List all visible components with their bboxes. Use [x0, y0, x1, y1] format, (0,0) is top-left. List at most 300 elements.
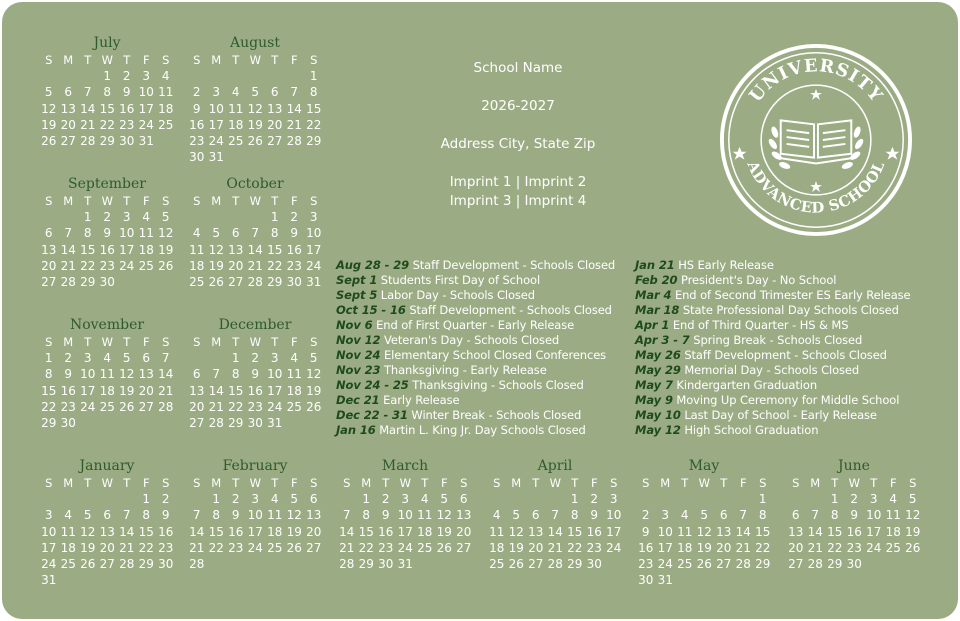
- day-cell: 17: [606, 524, 622, 539]
- weekday-label: T: [232, 53, 240, 67]
- event-text: Labor Day - Schools Closed: [380, 288, 535, 302]
- day-cell: 18: [489, 540, 505, 555]
- day-cell: 5: [440, 492, 449, 507]
- month-title: June: [838, 458, 870, 474]
- weekday-label: T: [421, 476, 429, 490]
- event-date: Oct 15 - 16: [336, 303, 406, 317]
- event-text: Early Release: [383, 393, 460, 407]
- day-cell: 24: [397, 540, 413, 555]
- day-cell: 30: [247, 415, 263, 430]
- open-book-icon: [777, 120, 855, 163]
- event-text: High School Graduation: [684, 423, 819, 437]
- empty-day-cell: [187, 491, 207, 507]
- weekday-label: S: [162, 476, 170, 490]
- weekday-label: F: [142, 194, 150, 208]
- weekday-label: F: [142, 335, 150, 349]
- weekday-label: F: [290, 53, 298, 67]
- empty-day-cell: [546, 491, 566, 507]
- day-cell: 8: [212, 508, 221, 523]
- day-cell: 9: [122, 85, 131, 100]
- month-title: February: [222, 458, 288, 474]
- empty-day-cell: [226, 68, 246, 84]
- day-cell: 24: [267, 399, 283, 414]
- day-cell: 19: [286, 524, 302, 539]
- day-cell: 1: [103, 69, 112, 84]
- day-cell: 21: [189, 540, 205, 555]
- day-cell: 22: [41, 399, 57, 414]
- day-cell: 11: [417, 508, 433, 523]
- weekday-label: F: [889, 476, 897, 490]
- day-cell: 3: [122, 210, 131, 225]
- day-cell: 28: [80, 133, 96, 148]
- day-cell: 11: [885, 508, 901, 523]
- day-cell: 2: [231, 492, 240, 507]
- day-cell: 18: [228, 117, 244, 132]
- day-cell: 25: [677, 556, 693, 571]
- event-date: Sept 1: [336, 273, 378, 287]
- day-cell: 28: [807, 556, 823, 571]
- day-cell: 27: [99, 556, 115, 571]
- day-cell: 8: [758, 508, 767, 523]
- day-cell: 24: [306, 258, 322, 273]
- month-title: April: [537, 458, 573, 474]
- event-date: Jan 16: [336, 423, 376, 437]
- day-cell: 20: [138, 383, 154, 398]
- day-cell: 30: [119, 133, 135, 148]
- day-cell: 8: [362, 508, 371, 523]
- month-day-grid: [337, 475, 473, 572]
- day-cell: 18: [417, 524, 433, 539]
- day-cell: 31: [397, 556, 413, 571]
- day-cell: 17: [657, 540, 673, 555]
- day-cell: 28: [119, 556, 135, 571]
- day-cell: 14: [119, 524, 135, 539]
- day-cell: 25: [417, 540, 433, 555]
- day-cell: 3: [609, 492, 618, 507]
- day-cell: 9: [64, 367, 73, 382]
- day-cell: 16: [638, 540, 654, 555]
- empty-day-cell: [226, 209, 246, 225]
- school-address: Address City, State Zip: [440, 136, 596, 152]
- weekday-label: F: [290, 476, 298, 490]
- weekday-label: W: [399, 476, 411, 490]
- day-cell: 13: [306, 508, 322, 523]
- day-cell: 4: [290, 351, 299, 366]
- day-cell: 23: [119, 117, 135, 132]
- day-cell: 16: [247, 383, 263, 398]
- day-cell: 17: [41, 540, 57, 555]
- day-cell: 3: [869, 492, 878, 507]
- month-day-grid: [39, 52, 175, 149]
- day-cell: 29: [358, 556, 374, 571]
- weekday-label: T: [831, 476, 839, 490]
- month-title: March: [381, 458, 429, 474]
- day-cell: 28: [189, 556, 205, 571]
- weekday-label: S: [759, 476, 767, 490]
- day-cell: 27: [189, 415, 205, 430]
- day-cell: 18: [60, 540, 76, 555]
- day-cell: 1: [142, 492, 151, 507]
- day-cell: 30: [158, 556, 174, 571]
- day-cell: 7: [122, 508, 131, 523]
- event-date: Nov 6: [336, 318, 373, 332]
- day-cell: 17: [247, 524, 263, 539]
- day-cell: 26: [905, 540, 921, 555]
- event-item: [635, 333, 911, 348]
- day-cell: 31: [41, 573, 57, 588]
- day-cell: 11: [267, 508, 283, 523]
- weekday-label: S: [310, 476, 318, 490]
- day-cell: 9: [590, 508, 599, 523]
- day-cell: 25: [60, 556, 76, 571]
- event-item: [635, 378, 911, 393]
- day-cell: 14: [735, 524, 751, 539]
- empty-day-cell: [487, 491, 507, 507]
- event-item: [336, 348, 615, 363]
- day-cell: 12: [80, 524, 96, 539]
- day-cell: 4: [889, 492, 898, 507]
- day-cell: 7: [64, 226, 73, 241]
- empty-day-cell: [207, 209, 227, 225]
- weekday-label: S: [460, 476, 468, 490]
- day-cell: 25: [158, 117, 174, 132]
- imprint-line-1: Imprint 1 | Imprint 2: [449, 174, 587, 190]
- event-item: [635, 348, 911, 363]
- weekday-label: M: [211, 53, 222, 67]
- weekday-label: S: [193, 53, 201, 67]
- day-cell: 20: [788, 540, 804, 555]
- month-october: [187, 176, 323, 290]
- day-cell: 9: [192, 101, 201, 116]
- event-text: Memorial Day - Schools Closed: [684, 363, 860, 377]
- day-cell: 13: [267, 101, 283, 116]
- day-cell: 5: [309, 351, 318, 366]
- day-cell: 7: [192, 508, 201, 523]
- empty-day-cell: [714, 491, 734, 507]
- month-december: [187, 317, 323, 431]
- day-cell: 3: [212, 85, 221, 100]
- event-item: [336, 273, 615, 288]
- day-cell: 21: [735, 540, 751, 555]
- day-cell: 13: [716, 524, 732, 539]
- day-cell: 24: [866, 540, 882, 555]
- day-cell: 8: [103, 85, 112, 100]
- day-cell: 7: [161, 351, 170, 366]
- empty-day-cell: [786, 491, 806, 507]
- day-cell: 21: [247, 258, 263, 273]
- day-cell: 1: [44, 351, 53, 366]
- day-cell: 4: [270, 492, 279, 507]
- day-cell: 5: [122, 351, 131, 366]
- school-year: 2026-2027: [481, 98, 555, 114]
- month-day-grid: [39, 475, 175, 588]
- day-cell: 27: [456, 540, 472, 555]
- day-cell: 1: [758, 492, 767, 507]
- event-item: [336, 408, 615, 423]
- month-title: July: [93, 35, 121, 51]
- day-cell: 11: [189, 242, 205, 257]
- weekday-label: T: [870, 476, 878, 490]
- day-cell: 5: [908, 492, 917, 507]
- day-cell: 27: [41, 274, 57, 289]
- day-cell: 26: [286, 540, 302, 555]
- event-text: Staff Development - Schools Closed: [684, 348, 887, 362]
- day-cell: 13: [60, 101, 76, 116]
- event-item: [336, 318, 615, 333]
- day-cell: 13: [456, 508, 472, 523]
- day-cell: 21: [807, 540, 823, 555]
- day-cell: 25: [267, 540, 283, 555]
- weekday-label: M: [63, 335, 74, 349]
- day-cell: 30: [189, 150, 205, 165]
- day-cell: 30: [846, 556, 862, 571]
- empty-day-cell: [207, 350, 227, 366]
- day-cell: 26: [80, 556, 96, 571]
- day-cell: 25: [885, 540, 901, 555]
- day-cell: 12: [286, 508, 302, 523]
- weekday-label: T: [84, 194, 92, 208]
- day-cell: 10: [138, 85, 154, 100]
- day-cell: 1: [309, 69, 318, 84]
- day-cell: 1: [830, 492, 839, 507]
- month-title: October: [226, 176, 284, 192]
- weekday-label: M: [361, 476, 372, 490]
- event-date: Nov 23: [336, 363, 381, 377]
- day-cell: 13: [138, 367, 154, 382]
- month-september: [39, 176, 175, 290]
- day-cell: 4: [142, 210, 151, 225]
- day-cell: 20: [189, 399, 205, 414]
- day-cell: 17: [138, 101, 154, 116]
- month-title: September: [68, 176, 146, 192]
- day-cell: 18: [138, 242, 154, 257]
- day-cell: 20: [99, 540, 115, 555]
- empty-day-cell: [59, 209, 79, 225]
- weekday-label: T: [84, 53, 92, 67]
- day-cell: 15: [267, 242, 283, 257]
- day-cell: 2: [251, 351, 260, 366]
- day-cell: 24: [657, 556, 673, 571]
- empty-day-cell: [59, 491, 79, 507]
- event-date: Mar 18: [635, 303, 680, 317]
- day-cell: 29: [567, 556, 583, 571]
- weekday-label: F: [739, 476, 747, 490]
- month-march: [337, 458, 473, 572]
- svg-text:UNIVERSITY: [745, 55, 887, 106]
- day-cell: 15: [99, 101, 115, 116]
- seal-bottom-text: ADVANCED SCHOOL: [743, 158, 889, 217]
- day-cell: 16: [119, 101, 135, 116]
- weekday-label: W: [101, 335, 113, 349]
- day-cell: 26: [306, 399, 322, 414]
- weekday-label: S: [162, 335, 170, 349]
- day-cell: 21: [547, 540, 563, 555]
- weekday-label: S: [610, 476, 618, 490]
- event-text: President's Day - No School: [680, 273, 837, 287]
- day-cell: 19: [436, 524, 452, 539]
- day-cell: 7: [212, 367, 221, 382]
- weekday-label: T: [271, 476, 279, 490]
- day-cell: 4: [64, 508, 73, 523]
- day-cell: 24: [208, 133, 224, 148]
- month-day-grid: [39, 193, 175, 290]
- day-cell: 27: [528, 556, 544, 571]
- month-day-grid: [39, 334, 175, 431]
- weekday-label: W: [698, 476, 710, 490]
- day-cell: 6: [192, 367, 201, 382]
- event-text: End of Second Trimester ES Early Release: [674, 288, 911, 302]
- event-date: May 12: [635, 423, 681, 437]
- event-date: May 29: [635, 363, 681, 377]
- day-cell: 16: [60, 383, 76, 398]
- day-cell: 24: [80, 399, 96, 414]
- day-cell: 8: [142, 508, 151, 523]
- day-cell: 3: [142, 69, 151, 84]
- day-cell: 17: [397, 524, 413, 539]
- day-cell: 20: [60, 117, 76, 132]
- day-cell: 17: [80, 383, 96, 398]
- day-cell: 15: [755, 524, 771, 539]
- day-cell: 5: [212, 226, 221, 241]
- day-cell: 14: [339, 524, 355, 539]
- weekday-label: S: [162, 53, 170, 67]
- event-item: [336, 258, 615, 273]
- day-cell: 14: [547, 524, 563, 539]
- day-cell: 10: [247, 508, 263, 523]
- day-cell: 2: [381, 492, 390, 507]
- day-cell: 4: [231, 85, 240, 100]
- day-cell: 4: [680, 508, 689, 523]
- day-cell: 21: [80, 117, 96, 132]
- day-cell: 3: [251, 492, 260, 507]
- event-date: Aug 28 - 29: [336, 258, 410, 272]
- weekday-label: S: [310, 194, 318, 208]
- day-cell: 19: [80, 540, 96, 555]
- weekday-label: W: [101, 53, 113, 67]
- day-cell: 14: [80, 101, 96, 116]
- weekday-label: W: [249, 194, 261, 208]
- day-cell: 26: [247, 133, 263, 148]
- weekday-label: M: [211, 194, 222, 208]
- day-cell: 29: [41, 415, 57, 430]
- day-cell: 30: [99, 274, 115, 289]
- day-cell: 2: [590, 492, 599, 507]
- day-cell: 16: [189, 117, 205, 132]
- event-date: May 7: [635, 378, 673, 392]
- day-cell: 6: [270, 85, 279, 100]
- day-cell: 11: [228, 101, 244, 116]
- day-cell: 15: [138, 524, 154, 539]
- day-cell: 3: [83, 351, 92, 366]
- day-cell: 1: [231, 351, 240, 366]
- day-cell: 7: [551, 508, 560, 523]
- weekday-label: F: [590, 476, 598, 490]
- event-text: Spring Break - Schools Closed: [693, 333, 863, 347]
- day-cell: 23: [378, 540, 394, 555]
- day-cell: 19: [158, 242, 174, 257]
- weekday-label: T: [123, 476, 131, 490]
- day-cell: 24: [138, 117, 154, 132]
- day-cell: 10: [866, 508, 882, 523]
- day-cell: 22: [827, 540, 843, 555]
- weekday-label: T: [123, 53, 131, 67]
- weekday-label: S: [343, 476, 351, 490]
- day-cell: 31: [208, 150, 224, 165]
- empty-day-cell: [636, 491, 656, 507]
- day-cell: 4: [161, 69, 170, 84]
- day-cell: 24: [247, 540, 263, 555]
- day-cell: 21: [60, 258, 76, 273]
- day-cell: 9: [161, 508, 170, 523]
- day-cell: 22: [208, 540, 224, 555]
- day-cell: 17: [119, 242, 135, 257]
- empty-day-cell: [246, 68, 266, 84]
- month-day-grid: [187, 52, 323, 165]
- weekday-label: F: [440, 476, 448, 490]
- weekday-label: F: [142, 476, 150, 490]
- day-cell: 5: [700, 508, 709, 523]
- day-cell: 6: [791, 508, 800, 523]
- day-cell: 10: [606, 508, 622, 523]
- empty-day-cell: [806, 491, 826, 507]
- day-cell: 30: [286, 274, 302, 289]
- weekday-label: W: [249, 53, 261, 67]
- day-cell: 15: [306, 101, 322, 116]
- event-text: State Professional Day Schools Closed: [682, 303, 899, 317]
- event-text: HS Early Release: [678, 258, 774, 272]
- day-cell: 3: [309, 210, 318, 225]
- event-text: Martin L. King Jr. Day Schools Closed: [379, 423, 586, 437]
- day-cell: 10: [80, 367, 96, 382]
- event-item: [336, 333, 615, 348]
- day-cell: 27: [788, 556, 804, 571]
- day-cell: 12: [696, 524, 712, 539]
- day-cell: 6: [531, 508, 540, 523]
- event-date: May 9: [635, 393, 673, 407]
- day-cell: 12: [208, 242, 224, 257]
- day-cell: 15: [41, 383, 57, 398]
- day-cell: 23: [99, 258, 115, 273]
- day-cell: 5: [83, 508, 92, 523]
- weekday-label: M: [511, 476, 522, 490]
- empty-day-cell: [39, 491, 59, 507]
- day-cell: 1: [270, 210, 279, 225]
- day-cell: 2: [161, 492, 170, 507]
- day-cell: 29: [827, 556, 843, 571]
- day-cell: 19: [306, 383, 322, 398]
- month-day-grid: [187, 475, 323, 572]
- day-cell: 3: [270, 351, 279, 366]
- day-cell: 17: [267, 383, 283, 398]
- day-cell: 18: [885, 524, 901, 539]
- day-cell: 29: [80, 274, 96, 289]
- event-text: End of Third Quarter - HS & MS: [672, 318, 849, 332]
- event-date: Dec 22 - 31: [336, 408, 408, 422]
- event-item: [635, 393, 911, 408]
- event-date: Feb 20: [635, 273, 678, 287]
- weekday-label: T: [681, 476, 689, 490]
- day-cell: 10: [657, 524, 673, 539]
- day-cell: 19: [41, 117, 57, 132]
- weekday-label: F: [290, 194, 298, 208]
- month-april: [487, 458, 623, 572]
- event-item: [635, 363, 911, 378]
- weekday-label: W: [549, 476, 561, 490]
- empty-day-cell: [695, 491, 715, 507]
- day-cell: 18: [677, 540, 693, 555]
- event-date: Jan 21: [635, 258, 675, 272]
- day-cell: 1: [83, 210, 92, 225]
